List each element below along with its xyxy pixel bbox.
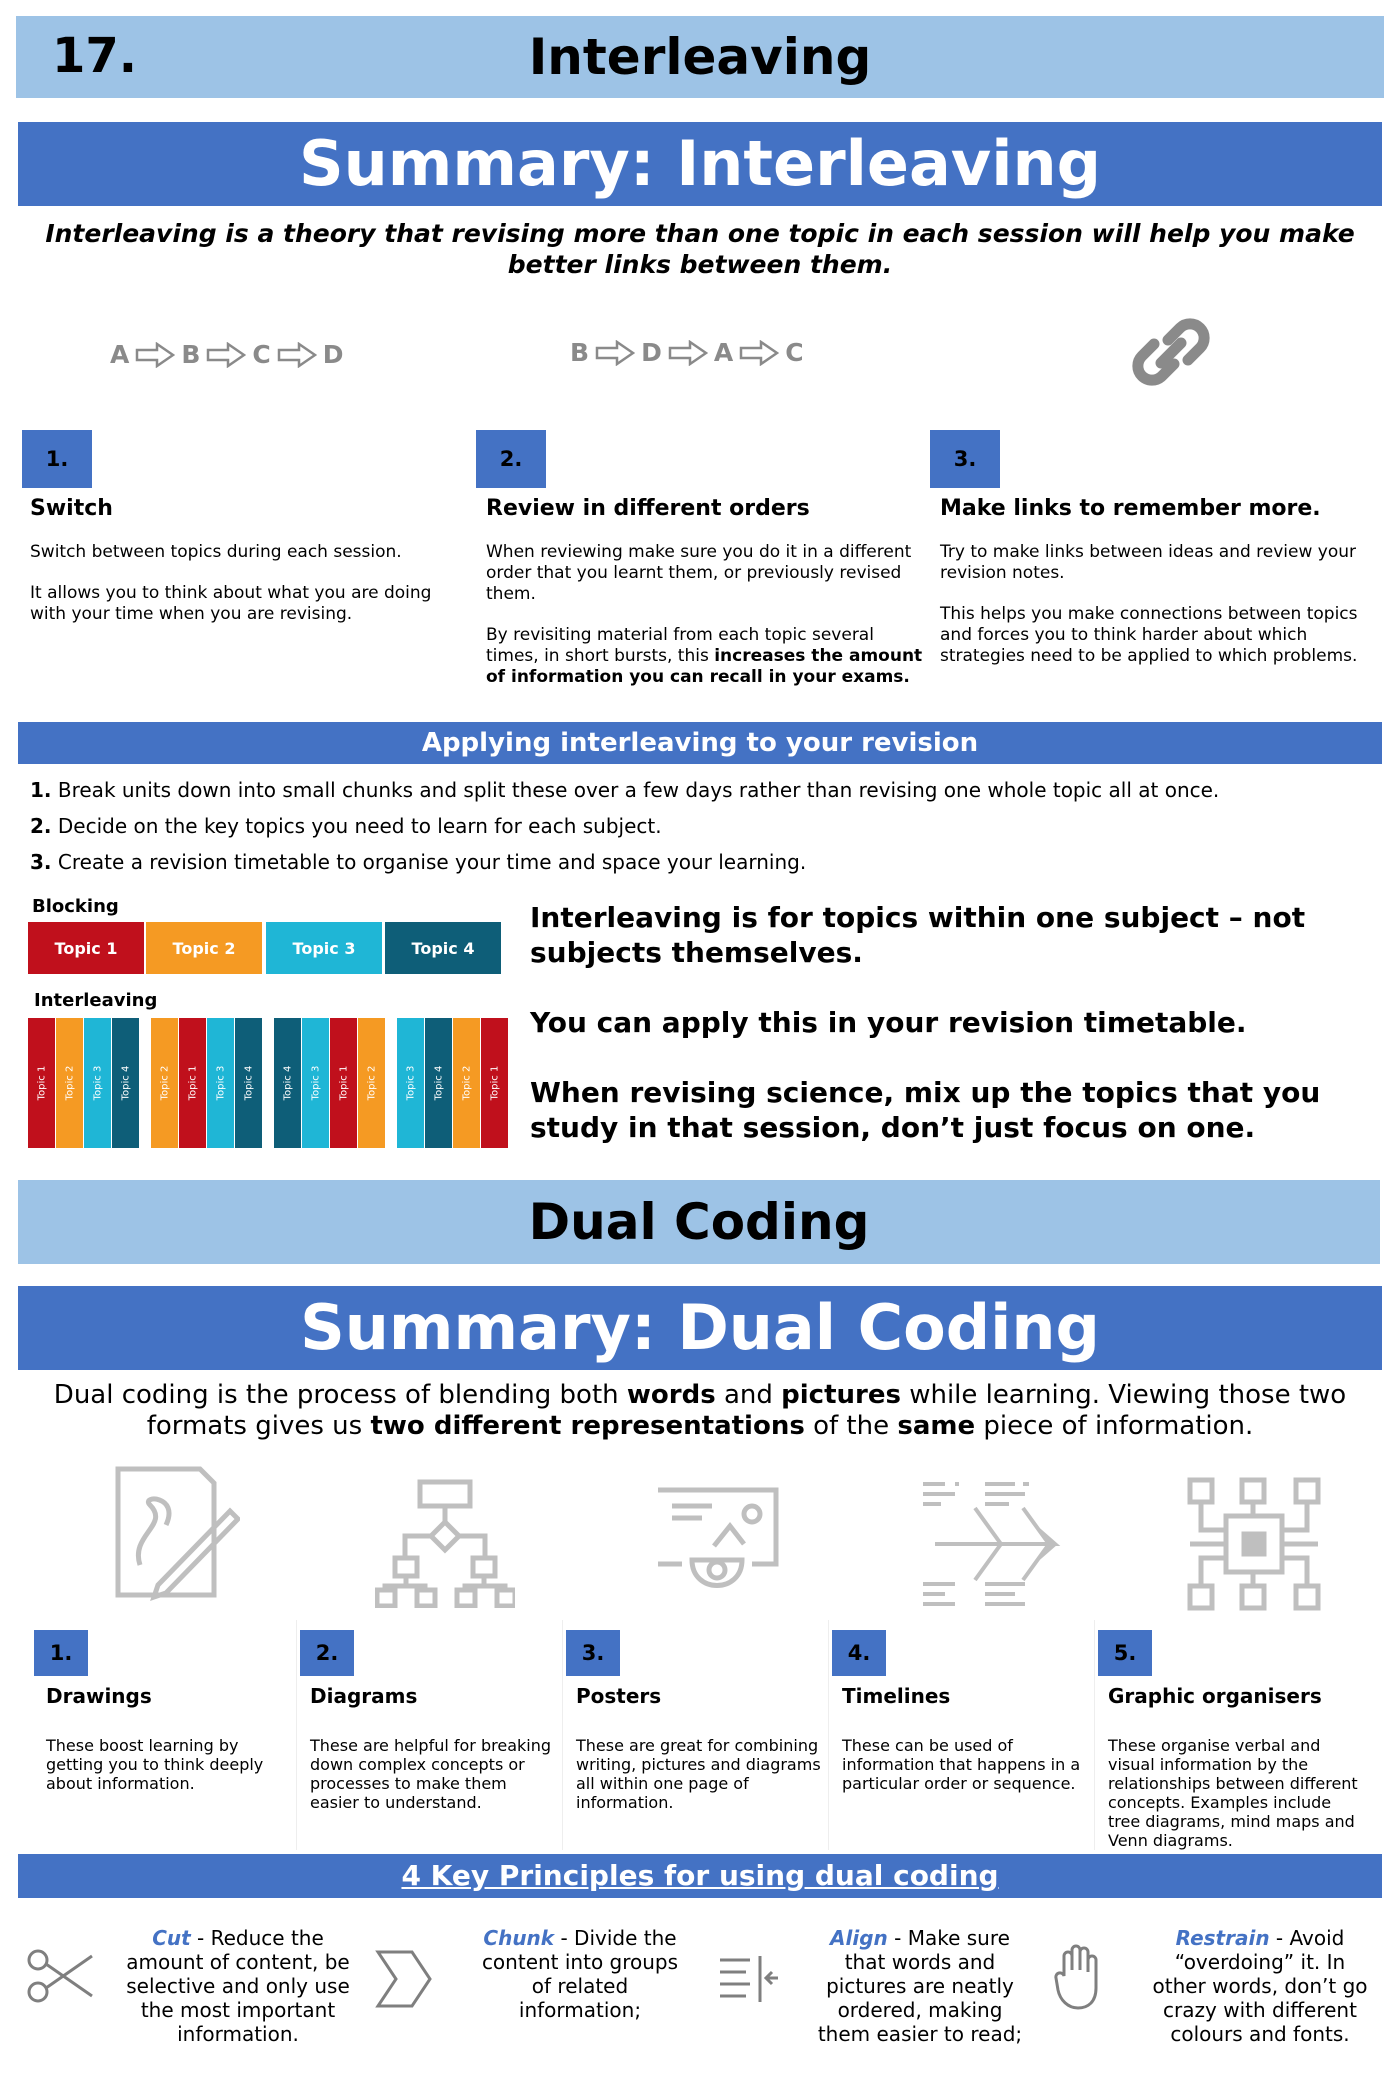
column-number: 4. [832,1630,886,1676]
step-text-bold: increases the amount of information you can recall in your exams. [486,646,923,687]
hand-icon [1054,1942,1104,2012]
column-title: Diagrams [310,1684,418,1708]
seq-letter: B [181,340,201,369]
intro-bold: two different representations [370,1411,805,1441]
step-text-part: By revisiting material from each topic several times, in short bursts, this [486,625,874,666]
column-title: Drawings [46,1684,152,1708]
column-number: 2. [300,1630,354,1676]
column-text: These are helpful for breaking down complex concepts or processes to make them easier to understand. [310,1736,551,1812]
step-number: 2. [476,430,546,488]
interleaving-intro: Interleaving is a theory that revising more than one topic in each session will help you make better links between them. [45,219,1355,279]
blocking-topic-box: Topic 1 [28,922,144,974]
column-text: These organise verbal and visual information by the relationships between different concepts. Examples include tree diagrams, mind maps and Venn diagrams. [1108,1736,1358,1850]
principle-keyword: Restrain [1175,1926,1270,1950]
intro-bold: words [626,1380,716,1410]
intro-text: Dual coding is the process of blending both [53,1380,627,1410]
chain-link-icon [1128,310,1214,394]
interleaving-stripe [453,1018,480,1148]
intro-text: of the [804,1411,898,1441]
intro-text: piece of information. [975,1411,1254,1441]
interleaving-stripe [179,1018,206,1148]
list-item [30,808,1370,844]
column-title: Timelines [842,1684,951,1708]
seq-letter: B [570,338,590,367]
step-text: When reviewing make sure you do it in a different order that you learnt them, or previously revised them. [486,542,912,604]
interleaving-stripe [56,1018,83,1148]
stripe-label: Topic 3 [215,1065,226,1101]
arrow-right-icon [206,342,246,368]
graphic-organiser-icon [1186,1476,1322,1612]
blocking-topic-box: Topic 3 [266,922,382,974]
seq-letter: D [322,340,344,369]
tip-text: You can apply this in your revision timetable. [530,1006,1247,1039]
applying-list [30,772,1370,880]
step-body [940,542,1370,687]
dual-coding-intro [30,1380,1370,1442]
stripe-label: Topic 3 [310,1065,321,1101]
stripe-label: Topic 4 [282,1065,293,1101]
stripe-label: Topic 2 [64,1065,75,1101]
step-title: Review in different orders [486,496,810,521]
column-title: Graphic organisers [1108,1684,1322,1708]
list-item [30,772,1370,808]
seq-letter: A [110,340,130,369]
step-text: This helps you make connections between topics and forces you to think harder about which strategies need to be applied to which problems. [940,604,1358,666]
step-body [30,542,450,645]
step-text: Switch between topics during each session. [30,542,402,562]
step-text: Try to make links between ideas and review your revision notes. [940,542,1357,583]
arrow-right-icon [668,340,708,366]
list-number: 2. [30,814,52,838]
stripe-label: Topic 3 [405,1065,416,1101]
step-number: 3. [930,430,1000,488]
column-text: These can be used of information that happens in a particular order or sequence. [842,1736,1081,1793]
column-timelines [832,1620,1095,1850]
list-text: Decide on the key topics you need to learn for each subject. [57,814,662,838]
section-title: Interleaving [528,28,872,86]
interleaving-stripe [235,1018,262,1148]
principle-text: - Make sure that words and pictures are neatly ordered, making them easier to read; [817,1926,1023,2046]
list-number: 3. [30,850,52,874]
principle-restrain [1150,1926,1370,2046]
column-number: 1. [34,1630,88,1676]
step-title: Switch [30,496,113,521]
timeline-icon [915,1478,1065,1608]
interleaving-stripe [302,1018,329,1148]
list-item [30,844,1370,880]
stripe-label: Topic 4 [120,1065,131,1101]
seq-letter: A [713,338,734,367]
list-number: 1. [30,778,52,802]
interleaving-stripes [28,1018,502,1148]
list-text: Break units down into small chunks and split these over a few days rather than revising one whole topic all at once. [57,778,1220,802]
arrow-right-icon [135,342,175,368]
applying-title: Applying interleaving to your revision [18,722,1382,764]
column-diagrams [300,1620,563,1850]
flowchart-icon [375,1478,515,1608]
step-number: 1. [22,430,92,488]
align-icon [716,1954,780,2004]
intro-text: and [715,1380,782,1410]
column-drawings [34,1620,297,1850]
arrow-right-icon [595,340,635,366]
interleaving-label: Interleaving [34,990,158,1011]
intro-bold: same [897,1411,976,1441]
interleaving-stripe [330,1018,357,1148]
intro-text: while learning. Viewing those two formats gives us [146,1380,1347,1441]
stripe-label: Topic 2 [159,1065,170,1101]
step-body [486,542,926,708]
principle-text: - Divide the content into groups of related information; [481,1926,679,2022]
principle-keyword: Chunk [483,1926,555,1950]
column-text: These boost learning by getting you to think deeply about information. [46,1736,264,1793]
step-text [486,625,926,688]
interleaving-stripe [207,1018,234,1148]
stripe-label: Topic 1 [36,1065,47,1101]
interleaving-tips [530,900,1370,1180]
interleaving-stripe [112,1018,139,1148]
interleaving-stripe [397,1018,424,1148]
arrow-right-icon [277,342,317,368]
principle-keyword: Align [830,1926,888,1950]
sequence-blocked [110,340,344,369]
arrow-right-icon [739,340,779,366]
column-title: Posters [576,1684,662,1708]
stripe-label: Topic 1 [489,1065,500,1101]
seq-letter: D [641,338,662,367]
tip-text: Interleaving is for topics within one subject – not subjects themselves. [530,901,1306,969]
header-bar [16,16,1384,98]
list-text: Create a revision timetable to organise your time and space your learning. [57,850,807,874]
step-text: It allows you to think about what you are doing with your time when you are revising. [30,583,432,624]
dual-coding-columns [34,1620,1370,1850]
column-posters [566,1620,829,1850]
column-number: 5. [1098,1630,1152,1676]
column-graphic-organisers [1098,1620,1370,1850]
step-title: Make links to remember more. [940,496,1321,521]
interleaving-stripe [84,1018,111,1148]
blocking-topic-box: Topic 4 [385,922,501,974]
interleaving-stripe [481,1018,508,1148]
interleaving-stripe [28,1018,55,1148]
poster-icon [652,1484,782,1602]
summary-dual-coding-title: Summary: Dual Coding [18,1286,1382,1370]
stripe-label: Topic 4 [243,1065,254,1101]
stripe-label: Topic 2 [461,1065,472,1101]
stripe-label: Topic 4 [433,1065,444,1101]
stripe-label: Topic 2 [366,1065,377,1101]
principle-text: - Reduce the amount of content, be selective and only use the most important information. [126,1926,350,2046]
scissors-icon [26,1946,96,2006]
blocking-topic-box: Topic 2 [146,922,262,974]
key-principles-title: 4 Key Principles for using dual coding [18,1854,1382,1898]
seq-letter: C [252,340,271,369]
interleaving-stripe [358,1018,385,1148]
sequence-interleaved [570,338,804,367]
column-number: 3. [566,1630,620,1676]
seq-letter: C [785,338,804,367]
column-text: These are great for combining writing, pictures and diagrams all within one page of information. [576,1736,821,1812]
section-number: 17. [52,28,138,84]
principle-keyword: Cut [152,1926,191,1950]
interleaving-stripe [274,1018,301,1148]
principle-chunk [470,1926,690,2022]
blocking-label: Blocking [32,896,119,917]
tip-text: When revising science, mix up the topics that you study in that session, don’t just focus on one. [530,1076,1321,1144]
principle-align [810,1926,1030,2046]
stripe-label: Topic 1 [187,1065,198,1101]
principle-text: - Avoid “overdoing” it. In other words, don’t go crazy with different colours and fonts. [1152,1926,1368,2046]
drawing-pencil-icon [110,1465,240,1605]
summary-interleaving-title: Summary: Interleaving [18,122,1382,206]
chevron-arrow-icon [374,1948,434,2010]
dual-coding-bar: Dual Coding [18,1180,1380,1264]
principle-cut [118,1926,358,2046]
interleaving-stripe [151,1018,178,1148]
interleaving-stripe [425,1018,452,1148]
intro-bold: pictures [781,1380,901,1410]
stripe-label: Topic 3 [92,1065,103,1101]
stripe-label: Topic 1 [338,1065,349,1101]
